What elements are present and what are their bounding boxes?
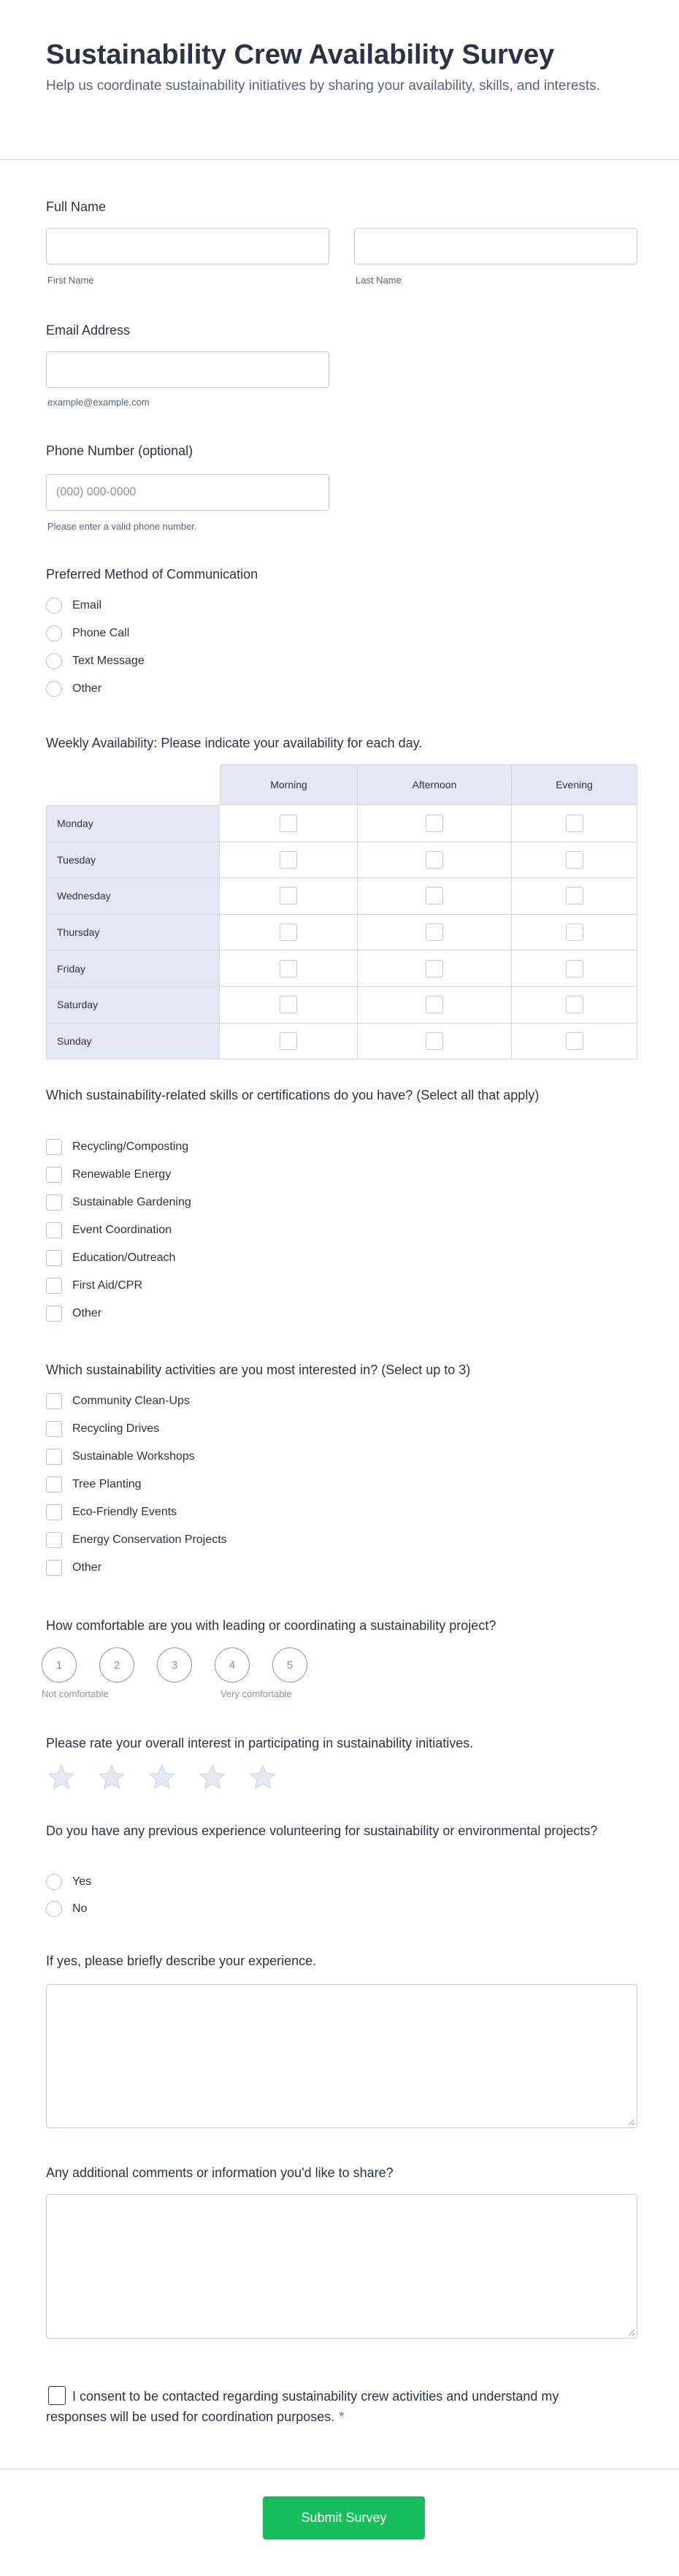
experience-label: Do you have any previous experience volunteering for sustainability or environmental projects? — [46, 1824, 598, 1838]
option-label: Community Clean-Ups — [72, 1395, 190, 1407]
availability-checkbox[interactable] — [426, 815, 443, 832]
availability-checkbox[interactable] — [280, 923, 297, 941]
experience-option-yes[interactable] — [46, 1873, 91, 1891]
activities-option[interactable] — [46, 1448, 195, 1466]
resize-handle-icon[interactable] — [629, 2330, 634, 2336]
header-divider — [0, 159, 679, 160]
consent-field — [46, 2386, 615, 2427]
option-label: Recycling Drives — [72, 1422, 160, 1435]
activities-option[interactable] — [46, 1420, 159, 1438]
matrix-cell — [358, 842, 512, 879]
option-label: Event Coordination — [72, 1224, 172, 1236]
row-label: Monday — [46, 805, 220, 842]
matrix-cell — [220, 805, 358, 842]
availability-checkbox[interactable] — [426, 996, 443, 1013]
communication-option-email[interactable] — [46, 597, 101, 614]
availability-checkbox[interactable] — [280, 960, 297, 978]
availability-checkbox[interactable] — [280, 887, 297, 904]
matrix-cell — [512, 878, 637, 915]
column-header-afternoon: Afternoon — [358, 764, 512, 805]
checkbox[interactable] — [46, 1504, 62, 1520]
radio-button[interactable] — [46, 681, 62, 697]
page-title: Sustainability Crew Availability Survey — [46, 39, 555, 70]
matrix-row — [46, 987, 637, 1024]
email-input[interactable] — [46, 351, 329, 388]
skills-option[interactable] — [46, 1305, 101, 1322]
interest-label: Please rate your overall interest in participating in sustainability initiatives. — [46, 1736, 474, 1750]
matrix-cell — [220, 1024, 358, 1060]
matrix-cell — [358, 878, 512, 915]
communication-label: Preferred Method of Communication — [46, 567, 258, 582]
availability-label: Weekly Availability: Please indicate your availability for each day. — [46, 736, 423, 750]
experience-detail-label: If yes, please briefly describe your experience. — [46, 1954, 317, 1968]
column-header-evening: Evening — [512, 764, 637, 805]
first-name-input[interactable] — [46, 228, 329, 264]
comfort-label: How comfortable are you with leading or coordinating a sustainability project? — [46, 1618, 496, 1633]
email-label: Email Address — [46, 323, 131, 338]
checkbox[interactable] — [46, 1532, 62, 1548]
matrix-cell — [358, 950, 512, 987]
availability-checkbox[interactable] — [426, 887, 443, 904]
option-label: Energy Conservation Projects — [72, 1533, 227, 1546]
availability-checkbox[interactable] — [566, 887, 583, 904]
matrix-row — [46, 878, 637, 915]
activities-option[interactable] — [46, 1476, 142, 1493]
option-label: Sustainable Gardening — [72, 1196, 191, 1208]
email-sublabel: example@example.com — [47, 397, 150, 408]
row-label: Thursday — [46, 915, 220, 951]
matrix-cell — [220, 987, 358, 1024]
skills-label: Which sustainability-related skills or certifications do you have? (Select all that apply) — [46, 1088, 540, 1102]
resize-handle-icon[interactable] — [629, 2119, 634, 2125]
last-name-sublabel: Last Name — [356, 275, 402, 286]
availability-checkbox[interactable] — [566, 960, 583, 978]
checkbox[interactable] — [46, 1393, 62, 1409]
availability-checkbox[interactable] — [426, 851, 443, 869]
matrix-row — [46, 805, 637, 842]
matrix-row — [46, 1024, 637, 1060]
radio-button[interactable] — [46, 625, 62, 641]
phone-sublabel: Please enter a valid phone number. — [47, 521, 197, 532]
matrix-cell — [220, 842, 358, 879]
communication-option-other[interactable] — [46, 680, 101, 698]
scale-max-label: Very comfortable — [220, 1688, 292, 1699]
radio-button[interactable] — [46, 653, 62, 669]
option-label: Other — [72, 1561, 102, 1574]
option-label: Yes — [72, 1875, 92, 1888]
comments-textarea[interactable] — [46, 2194, 637, 2339]
checkbox[interactable] — [46, 1560, 62, 1576]
option-label: Renewable Energy — [72, 1168, 172, 1181]
communication-option-text[interactable] — [46, 652, 145, 670]
scale-option-4[interactable]: 4 — [215, 1647, 250, 1683]
checkbox[interactable] — [46, 1139, 62, 1155]
skills-option[interactable] — [46, 1277, 142, 1295]
activities-option[interactable] — [46, 1531, 227, 1549]
matrix-row — [46, 915, 637, 951]
skills-option[interactable] — [46, 1194, 191, 1211]
row-label: Friday — [46, 950, 220, 987]
matrix-cell — [220, 950, 358, 987]
consent-checkbox[interactable] — [48, 2386, 66, 2405]
row-label: Wednesday — [46, 878, 220, 915]
phone-input[interactable]: (000) 000-0000 — [46, 474, 329, 511]
first-name-sublabel: First Name — [47, 275, 94, 286]
matrix-cell — [358, 805, 512, 842]
submit-button[interactable]: Submit Survey — [263, 2496, 425, 2539]
option-label: Tree Planting — [72, 1478, 142, 1490]
last-name-input[interactable] — [354, 228, 637, 264]
matrix-corner — [46, 764, 220, 805]
availability-checkbox[interactable] — [566, 1032, 583, 1050]
option-label: Text Message — [72, 655, 145, 667]
option-label: Education/Outreach — [72, 1251, 176, 1264]
option-label: Email — [72, 599, 102, 611]
checkbox[interactable] — [46, 1306, 62, 1322]
row-label: Tuesday — [46, 842, 220, 879]
page-subtitle: Help us coordinate sustainability initiatives by sharing your availability, skills, and interests. — [46, 78, 600, 94]
matrix-row — [46, 950, 637, 987]
activities-option[interactable] — [46, 1559, 101, 1577]
row-label: Sunday — [46, 1024, 220, 1060]
option-label: First Aid/CPR — [72, 1279, 143, 1292]
column-header-morning: Morning — [220, 764, 358, 805]
availability-checkbox[interactable] — [280, 815, 297, 832]
scale-option-1[interactable]: 1 — [42, 1647, 77, 1683]
experience-option-no[interactable] — [46, 1900, 87, 1918]
option-label: Sustainable Workshops — [72, 1450, 195, 1463]
availability-checkbox[interactable] — [280, 851, 297, 869]
checkbox[interactable] — [46, 1421, 62, 1437]
checkbox[interactable] — [46, 1250, 62, 1266]
star-icon[interactable] — [249, 1764, 277, 1791]
scale-option-3[interactable]: 3 — [157, 1647, 192, 1683]
full-name-label: Full Name — [46, 199, 107, 214]
star-icon[interactable] — [98, 1764, 126, 1791]
availability-checkbox[interactable] — [426, 1032, 443, 1050]
option-label: Phone Call — [72, 627, 130, 639]
checkbox[interactable] — [46, 1449, 62, 1465]
matrix-cell — [220, 915, 358, 951]
option-label: Other — [72, 1307, 102, 1319]
option-label: Eco-Friendly Events — [72, 1506, 177, 1518]
scale-min-label: Not comfortable — [42, 1688, 109, 1699]
matrix-cell — [512, 915, 637, 951]
activities-label: Which sustainability activities are you most interested in? (Select up to 3) — [46, 1363, 471, 1377]
radio-button[interactable] — [46, 598, 62, 614]
consent-label: I consent to be contacted regarding sustainability crew activities and understand my responses will be used for coordination purposes. — [46, 2389, 559, 2424]
availability-checkbox[interactable] — [566, 815, 583, 832]
star-icon[interactable] — [47, 1764, 75, 1791]
option-label: Recycling/Composting — [72, 1140, 189, 1153]
star-icon[interactable] — [148, 1764, 176, 1791]
matrix-cell — [512, 950, 637, 987]
radio-button[interactable] — [46, 1874, 62, 1890]
activities-option[interactable] — [46, 1392, 190, 1410]
matrix-cell — [358, 1024, 512, 1060]
radio-button[interactable] — [46, 1901, 62, 1917]
skills-option[interactable] — [46, 1222, 172, 1239]
matrix-cell — [220, 878, 358, 915]
checkbox[interactable] — [46, 1167, 62, 1183]
option-label: No — [72, 1902, 88, 1915]
matrix-row — [46, 842, 637, 879]
skills-option[interactable] — [46, 1138, 188, 1156]
availability-checkbox[interactable] — [566, 851, 583, 869]
matrix-cell — [512, 842, 637, 879]
checkbox[interactable] — [46, 1476, 62, 1493]
matrix-cell — [512, 1024, 637, 1060]
checkbox[interactable] — [46, 1194, 62, 1211]
required-mark: * — [339, 2409, 345, 2424]
comments-label: Any additional comments or information you'd like to share? — [46, 2165, 394, 2180]
matrix-cell — [512, 805, 637, 842]
phone-label: Phone Number (optional) — [46, 443, 193, 458]
checkbox[interactable] — [46, 1278, 62, 1294]
matrix-cell — [512, 987, 637, 1024]
checkbox[interactable] — [46, 1222, 62, 1238]
availability-checkbox[interactable] — [426, 960, 443, 978]
activities-option[interactable] — [46, 1504, 177, 1521]
communication-option-phone[interactable] — [46, 625, 129, 642]
skills-option[interactable] — [46, 1166, 171, 1184]
matrix-cell — [358, 915, 512, 951]
row-label: Saturday — [46, 987, 220, 1024]
matrix-cell — [358, 987, 512, 1024]
scale-option-5[interactable]: 5 — [272, 1647, 307, 1683]
option-label: Other — [72, 682, 102, 695]
availability-checkbox[interactable] — [280, 1032, 297, 1050]
experience-detail-textarea[interactable] — [46, 1984, 637, 2128]
scale-option-2[interactable]: 2 — [99, 1647, 134, 1683]
availability-checkbox[interactable] — [566, 996, 583, 1013]
availability-matrix — [46, 764, 637, 1059]
availability-checkbox[interactable] — [280, 996, 297, 1013]
availability-checkbox[interactable] — [426, 923, 443, 941]
skills-option[interactable] — [46, 1249, 175, 1267]
availability-checkbox[interactable] — [566, 923, 583, 941]
star-icon[interactable] — [199, 1764, 226, 1791]
